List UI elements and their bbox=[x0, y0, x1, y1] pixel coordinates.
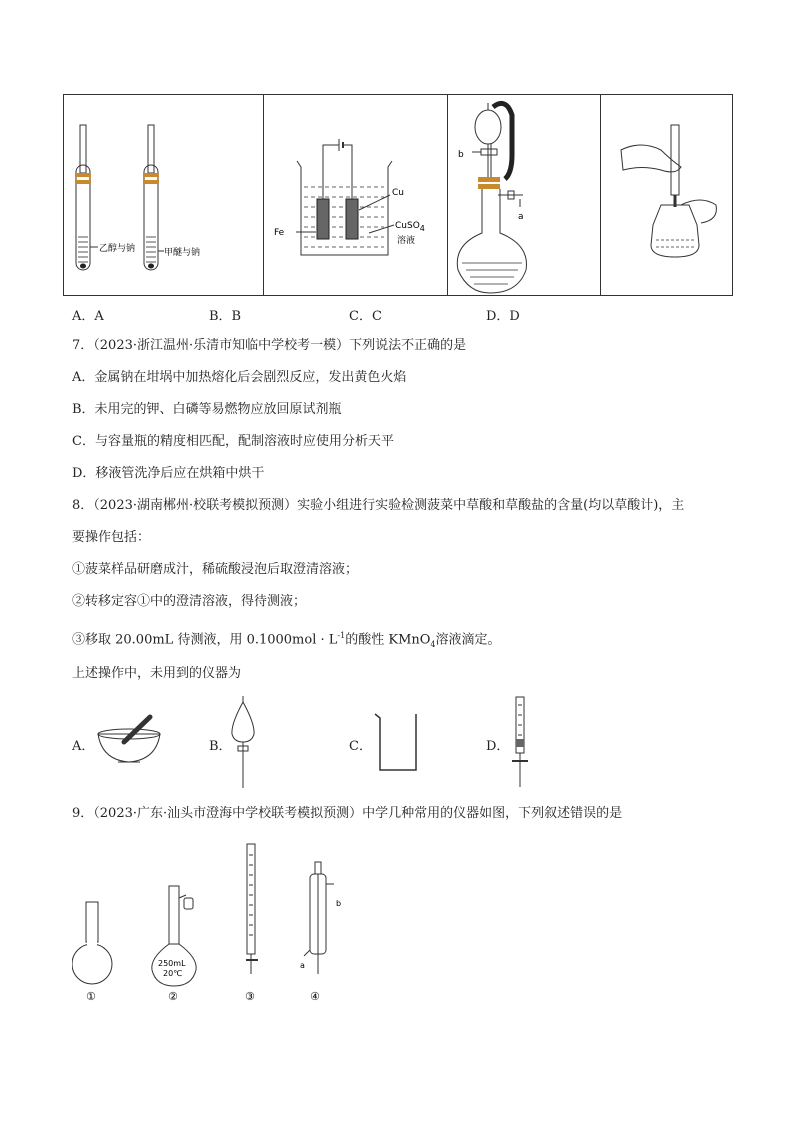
q6-option-c[interactable]: C．C bbox=[349, 309, 382, 324]
q6-figure-table bbox=[63, 94, 733, 296]
figure-c-gas-generator bbox=[448, 95, 600, 295]
apparatus-number-3: ③ bbox=[245, 990, 255, 1003]
apparatus-number-2: ② bbox=[168, 990, 178, 1003]
q8-option-b[interactable]: B． bbox=[209, 739, 232, 754]
label-b: b bbox=[458, 150, 464, 160]
cuso4-label: CuSO4 bbox=[395, 221, 425, 233]
tube2-label: 甲醚与钠 bbox=[164, 248, 201, 258]
q7-option-b[interactable]: B．未用完的钾、白磷等易燃物应放回原试剂瓶 bbox=[72, 402, 342, 417]
q6-option-d[interactable]: D．D bbox=[486, 309, 520, 324]
q8-step3: ③移取 20.00mL 待测液，用 $0.1000mol \cdot L^{-1}$的酸性 KMnO$_4$溶液滴定。 bbox=[72, 631, 501, 649]
q9-stem: 9．（2023·广东·汕头市澄海中学校联考模拟预测）中学几种常用的仪器如图，下列叙述错误的是 bbox=[72, 806, 623, 821]
figure-b-electroplating bbox=[264, 95, 447, 295]
q9-apparatus-figure bbox=[72, 840, 372, 1010]
mortar-and-pestle-icon bbox=[94, 712, 166, 768]
q8-step1: ①菠菜样品研磨成汁，稀硫酸浸泡后取澄清溶液； bbox=[72, 562, 359, 577]
q8-stem-line2: 要操作包括： bbox=[72, 530, 151, 545]
q8-step2: ②转移定容①中的澄清溶液，得待测液； bbox=[72, 594, 307, 609]
burette-icon bbox=[506, 695, 536, 791]
q6-option-b[interactable]: B．B bbox=[209, 309, 242, 324]
q7-stem: 7．（2023·浙江温州·乐清市知临中学校考一模）下列说法不正确的是 bbox=[72, 338, 467, 353]
q8-option-a[interactable]: A． bbox=[72, 739, 95, 754]
apparatus-number-4: ④ bbox=[310, 990, 320, 1003]
cu-label: Cu bbox=[392, 188, 404, 198]
q8-option-d[interactable]: D． bbox=[486, 739, 510, 754]
figure-d-titration bbox=[601, 95, 732, 295]
q8-question: 上述操作中，未用到的仪器为 bbox=[72, 666, 242, 681]
fe-label: Fe bbox=[274, 228, 285, 238]
tube1-label: 乙醇与钠 bbox=[99, 244, 136, 254]
q7-option-d[interactable]: D．移液管洗净后应在烘箱中烘干 bbox=[72, 466, 265, 481]
q7-option-c[interactable]: C．与容量瓶的精度相匹配，配制溶液时应使用分析天平 bbox=[72, 434, 394, 449]
flask-volume-label: 250mL bbox=[158, 959, 186, 968]
condenser-label-b: b bbox=[336, 899, 342, 908]
label-a: a bbox=[518, 212, 524, 222]
figure-a-test-tubes bbox=[64, 95, 263, 295]
flask-temp-label: 20℃ bbox=[163, 969, 183, 978]
beaker-icon bbox=[372, 710, 422, 774]
solution-label: 溶液 bbox=[397, 236, 416, 246]
condenser-label-a: a bbox=[300, 961, 305, 970]
q8-stem-line1: 8．（2023·湖南郴州·校联考模拟预测）实验小组进行实验检测菠菜中草酸和草酸盐的含量(均以草酸计)，主 bbox=[72, 498, 685, 513]
q7-option-a[interactable]: A．金属钠在坩埚中加热熔化后会剧烈反应，发出黄色火焰 bbox=[72, 370, 407, 385]
q8-option-c[interactable]: C． bbox=[349, 739, 372, 754]
apparatus-number-1: ① bbox=[86, 990, 96, 1003]
q6-option-a[interactable]: A．A bbox=[72, 309, 104, 324]
separatory-funnel-icon bbox=[228, 694, 258, 792]
